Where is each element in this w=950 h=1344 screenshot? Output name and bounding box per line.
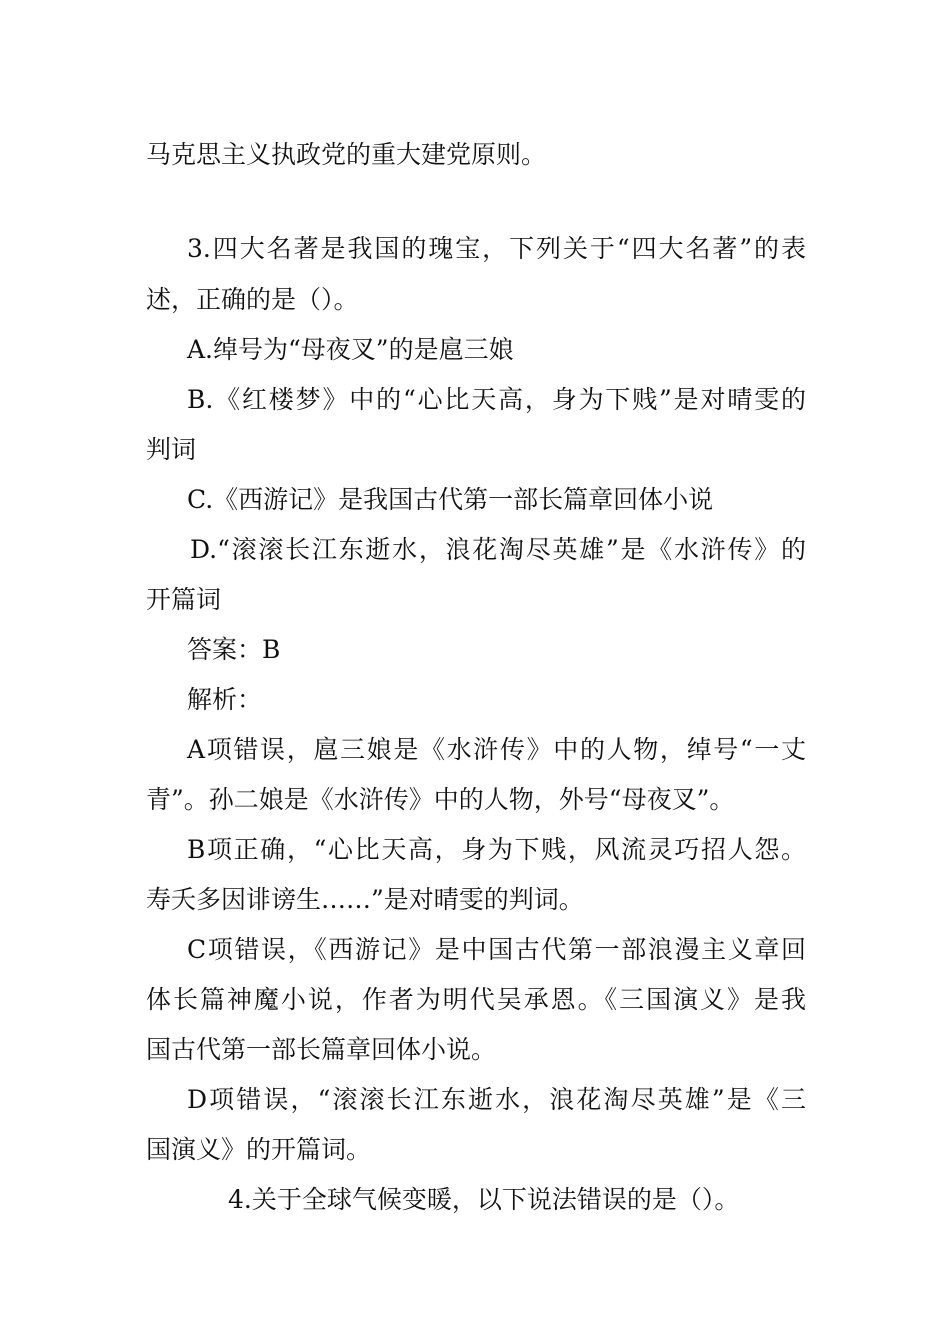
analysis-a-line-1: A项错误，扈三娘是《水浒传》中的人物，绰号“一丈 <box>187 735 806 764</box>
option-b-line-2: 判词 <box>146 435 197 464</box>
analysis-d-line-1: D项错误，“滚滚长江东逝水，浪花淘尽英雄”是《三 <box>187 1085 806 1114</box>
option-c: C.《西游记》是我国古代第一部长篇章回体小说 <box>187 485 714 514</box>
answer-line: 答案：B <box>187 635 281 664</box>
analysis-c-line-2: 体长篇神魔小说，作者为明代吴承恩。《三国演义》是我 <box>146 985 806 1014</box>
option-d-line-1: D.“滚滚长江东逝水，浪花淘尽英雄”是《水浒传》的 <box>190 535 806 564</box>
question-3-line-1: 3.四大名著是我国的瑰宝，下列关于“四大名著”的表 <box>187 234 806 263</box>
analysis-b-line-2: 寿夭多因诽谤生……”是对晴雯的判词。 <box>146 885 584 914</box>
analysis-c-line-1: C项错误，《西游记》是中国古代第一部浪漫主义章回 <box>187 935 806 964</box>
analysis-a-line-2: 青”。孙二娘是《水浒传》中的人物，外号“母夜叉”。 <box>146 785 735 814</box>
analysis-b-line-1: B项正确，“心比天高，身为下贱，风流灵巧招人怨。 <box>187 835 806 864</box>
analysis-c-line-3: 国古代第一部长篇章回体小说。 <box>146 1035 497 1064</box>
analysis-heading: 解析： <box>187 685 263 714</box>
option-b-line-1: B.《红楼梦》中的“心比天高，身为下贱”是对晴雯的 <box>187 385 806 414</box>
analysis-d-line-2: 国演义》的开篇词。 <box>146 1135 372 1164</box>
option-d-line-2: 开篇词 <box>146 585 222 614</box>
question-3-line-2: 述，正确的是（）。 <box>146 285 359 314</box>
question-4-line-1: 4.关于全球气候变暖，以下说法错误的是（）。 <box>228 1185 740 1214</box>
paragraph-line-continuation: 马克思主义执政党的重大建党原则。 <box>146 140 547 169</box>
option-a: A.绰号为“母夜叉”的是扈三娘 <box>187 335 514 364</box>
